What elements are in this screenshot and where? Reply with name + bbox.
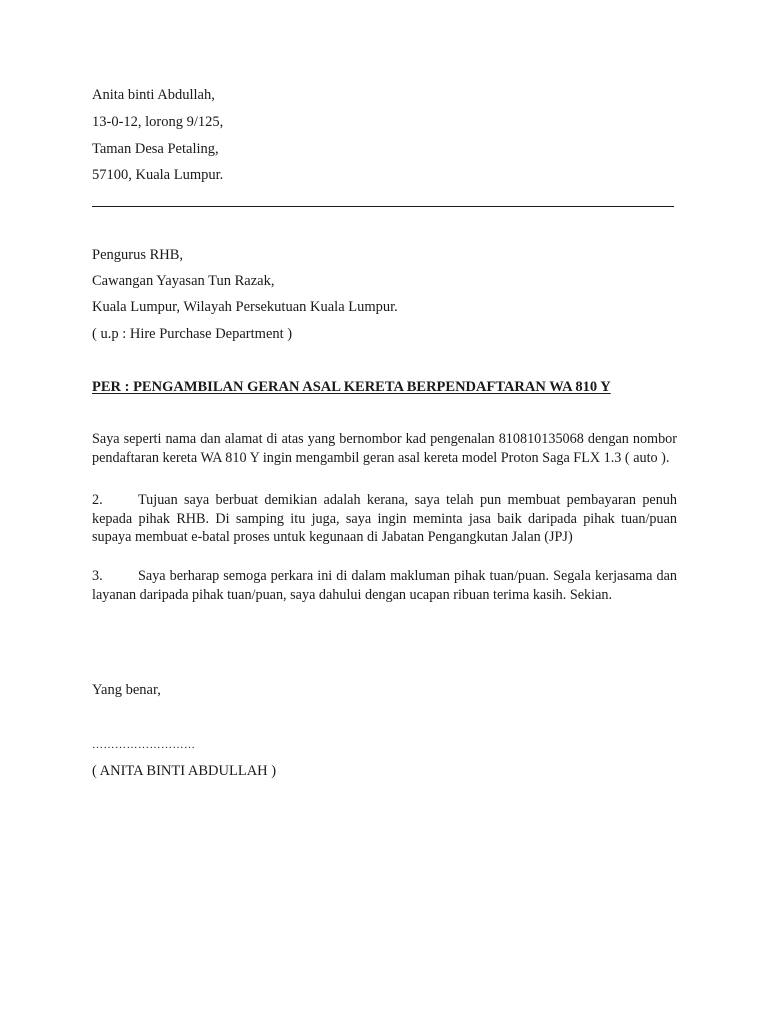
body-paragraph-3 [92,567,677,604]
sender-address-line1: 13-0-12, lorong 9/125, [92,114,224,130]
paragraph-3-number: 3. [92,568,103,584]
body-paragraph-2 [92,491,677,547]
closing-salutation: Yang benar, [92,682,161,698]
recipient-attention: ( u.p : Hire Purchase Department ) [92,326,293,342]
sender-name: Anita binti Abdullah, [92,87,215,103]
paragraph-3-text: Saya berharap semoga perkara ini di dalam makluman pihak tuan/puan. Segala kerjasama dan layanan daripada pihak tuan/puan, saya dahului dengan ucapan ribuan terima kasih. Sekian. [92,568,677,603]
divider-rule [92,206,674,207]
body-paragraph-1: Saya seperti nama dan alamat di atas yang bernombor kad pengenalan 810810135068 dengan nombor pendaftaran kereta WA 810 Y ingin mengambil geran asal kereta model Proton Saga FLX 1.3 ( auto ). [92,431,677,466]
paragraph-2-text: Tujuan saya berbuat demikian adalah kerana, saya telah pun membuat pembayaran penuh kepada pihak RHB. Di samping itu juga, saya ingin meminta jasa baik daripada pihak tuan/puan supaya membuat e-batal proses untuk kegunaan di Jabatan Pengangkutan Jalan (JPJ) [92,492,677,545]
recipient-title: Pengurus RHB, [92,247,184,263]
paragraph-2-number: 2. [92,492,103,508]
letter-subject: PER : PENGAMBILAN GERAN ASAL KERETA BERPENDAFTARAN WA 810 Y [92,379,611,395]
recipient-branch: Cawangan Yayasan Tun Razak, [92,273,275,289]
signature-line: ……………………… [92,739,196,751]
sender-address-line3: 57100, Kuala Lumpur. [92,167,224,183]
recipient-location: Kuala Lumpur, Wilayah Persekutuan Kuala Lumpur. [92,299,398,315]
signatory-name: ( ANITA BINTI ABDULLAH ) [92,763,277,779]
sender-address-line2: Taman Desa Petaling, [92,141,219,157]
